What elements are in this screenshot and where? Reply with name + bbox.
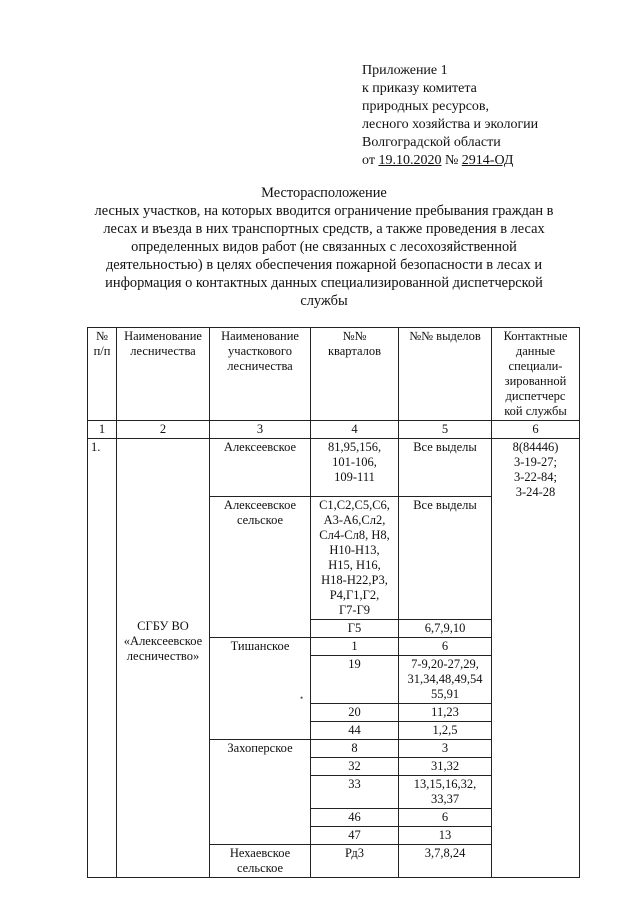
- blocks-cell: 8: [311, 740, 399, 758]
- title-line: определенных видов работ (не связанных с лесохозяйственной: [131, 239, 517, 255]
- sections-cell: 1,2,5: [399, 722, 492, 740]
- date-prefix: от: [362, 153, 375, 168]
- order-number: 2914-ОД: [461, 153, 514, 168]
- sections-cell: Все выделы: [399, 439, 492, 497]
- forestry-name: СГБУ ВО «Алексеевское лесничество»: [117, 439, 210, 878]
- sections-cell: 3: [399, 740, 492, 758]
- blocks-cell: 47: [311, 827, 399, 845]
- blocks-cell: 46: [311, 809, 399, 827]
- title-line: лесных участков, на которых вводится ограничение пребывания граждан в: [94, 203, 554, 219]
- annex-block: [362, 62, 538, 170]
- header-sections: №№ выделов: [399, 328, 492, 421]
- blocks-cell: 33: [311, 776, 399, 809]
- title-line: информация о контактных данных специализированной диспетчерской: [105, 275, 543, 291]
- blocks-cell: Рд3: [311, 845, 399, 878]
- row-number: 1.: [88, 439, 117, 878]
- title-line: службы: [300, 293, 348, 309]
- sections-cell: 11,23: [399, 704, 492, 722]
- blocks-cell: 19: [311, 656, 399, 704]
- title-line: Месторасположение: [261, 185, 387, 201]
- sections-cell: 6: [399, 809, 492, 827]
- district-name: Алексеевское сельское: [210, 497, 311, 638]
- col-number: 2: [117, 421, 210, 439]
- blocks-cell: 32: [311, 758, 399, 776]
- table-header-row: [88, 328, 580, 421]
- annex-date-line: [362, 152, 538, 170]
- sections-cell: 13: [399, 827, 492, 845]
- column-numbers-row: [88, 421, 580, 439]
- annex-line: лесного хозяйства и экологии: [362, 117, 539, 132]
- sections-cell: 31,32: [399, 758, 492, 776]
- table-row: [88, 439, 580, 497]
- district-name: Тишанское: [210, 638, 311, 740]
- blocks-cell: 81,95,156, 101-106, 109-111: [311, 439, 399, 497]
- sections-cell: 3,7,8,24: [399, 845, 492, 878]
- contacts-cell: 8(84446) 3-19-27; 3-22-84; 3-24-28: [492, 439, 580, 878]
- header-district: Наименование участкового лесничества: [210, 328, 311, 421]
- header-num: № п/п: [88, 328, 117, 421]
- sections-cell: 7-9,20-27,29, 31,34,48,49,54 55,91: [399, 656, 492, 704]
- col-number: 4: [311, 421, 399, 439]
- col-number: 5: [399, 421, 492, 439]
- header-blocks: №№ кварталов: [311, 328, 399, 421]
- title-line: деятельностью) в целях обеспечения пожарной безопасности в лесах и: [105, 257, 543, 273]
- annex-line: Волгоградской области: [362, 135, 501, 150]
- annex-line: Приложение 1: [362, 63, 448, 78]
- district-name: Нехаевское сельское: [210, 845, 311, 878]
- order-date: 19.10.2020: [378, 153, 442, 168]
- header-contacts: Контактные данные специали- зированной диспетчерс кой службы: [492, 328, 580, 421]
- document-title: [70, 184, 578, 310]
- scan-speck: •: [300, 693, 304, 703]
- col-number: 6: [492, 421, 580, 439]
- annex-line: природных ресурсов,: [362, 99, 490, 114]
- col-number: 1: [88, 421, 117, 439]
- blocks-cell: С1,С2,С5,С6, А3-А6,Сл2, Сл4-Сл8, Н8, Н10-Н13, Н15, Н16, Н18-Н22,Р3, Р4,Г1,Г2, Г7-Г9: [311, 497, 399, 620]
- district-name: Захоперское: [210, 740, 311, 845]
- sections-cell: 13,15,16,32, 33,37: [399, 776, 492, 809]
- annex-line: к приказу комитета: [362, 81, 477, 96]
- blocks-cell: 1: [311, 638, 399, 656]
- number-prefix: №: [444, 153, 459, 168]
- title-line: лесах и въезда в них транспортных средств, а также проведения в лесах: [103, 221, 545, 237]
- district-name: Алексеевское: [210, 439, 311, 497]
- sections-cell: 6,7,9,10: [399, 620, 492, 638]
- blocks-cell: 20: [311, 704, 399, 722]
- header-forestry: Наименование лесничества: [117, 328, 210, 421]
- sections-cell: 6: [399, 638, 492, 656]
- forest-areas-table: [87, 327, 580, 878]
- col-number: 3: [210, 421, 311, 439]
- blocks-cell: Г5: [311, 620, 399, 638]
- sections-cell: Все выделы: [399, 497, 492, 620]
- blocks-cell: 44: [311, 722, 399, 740]
